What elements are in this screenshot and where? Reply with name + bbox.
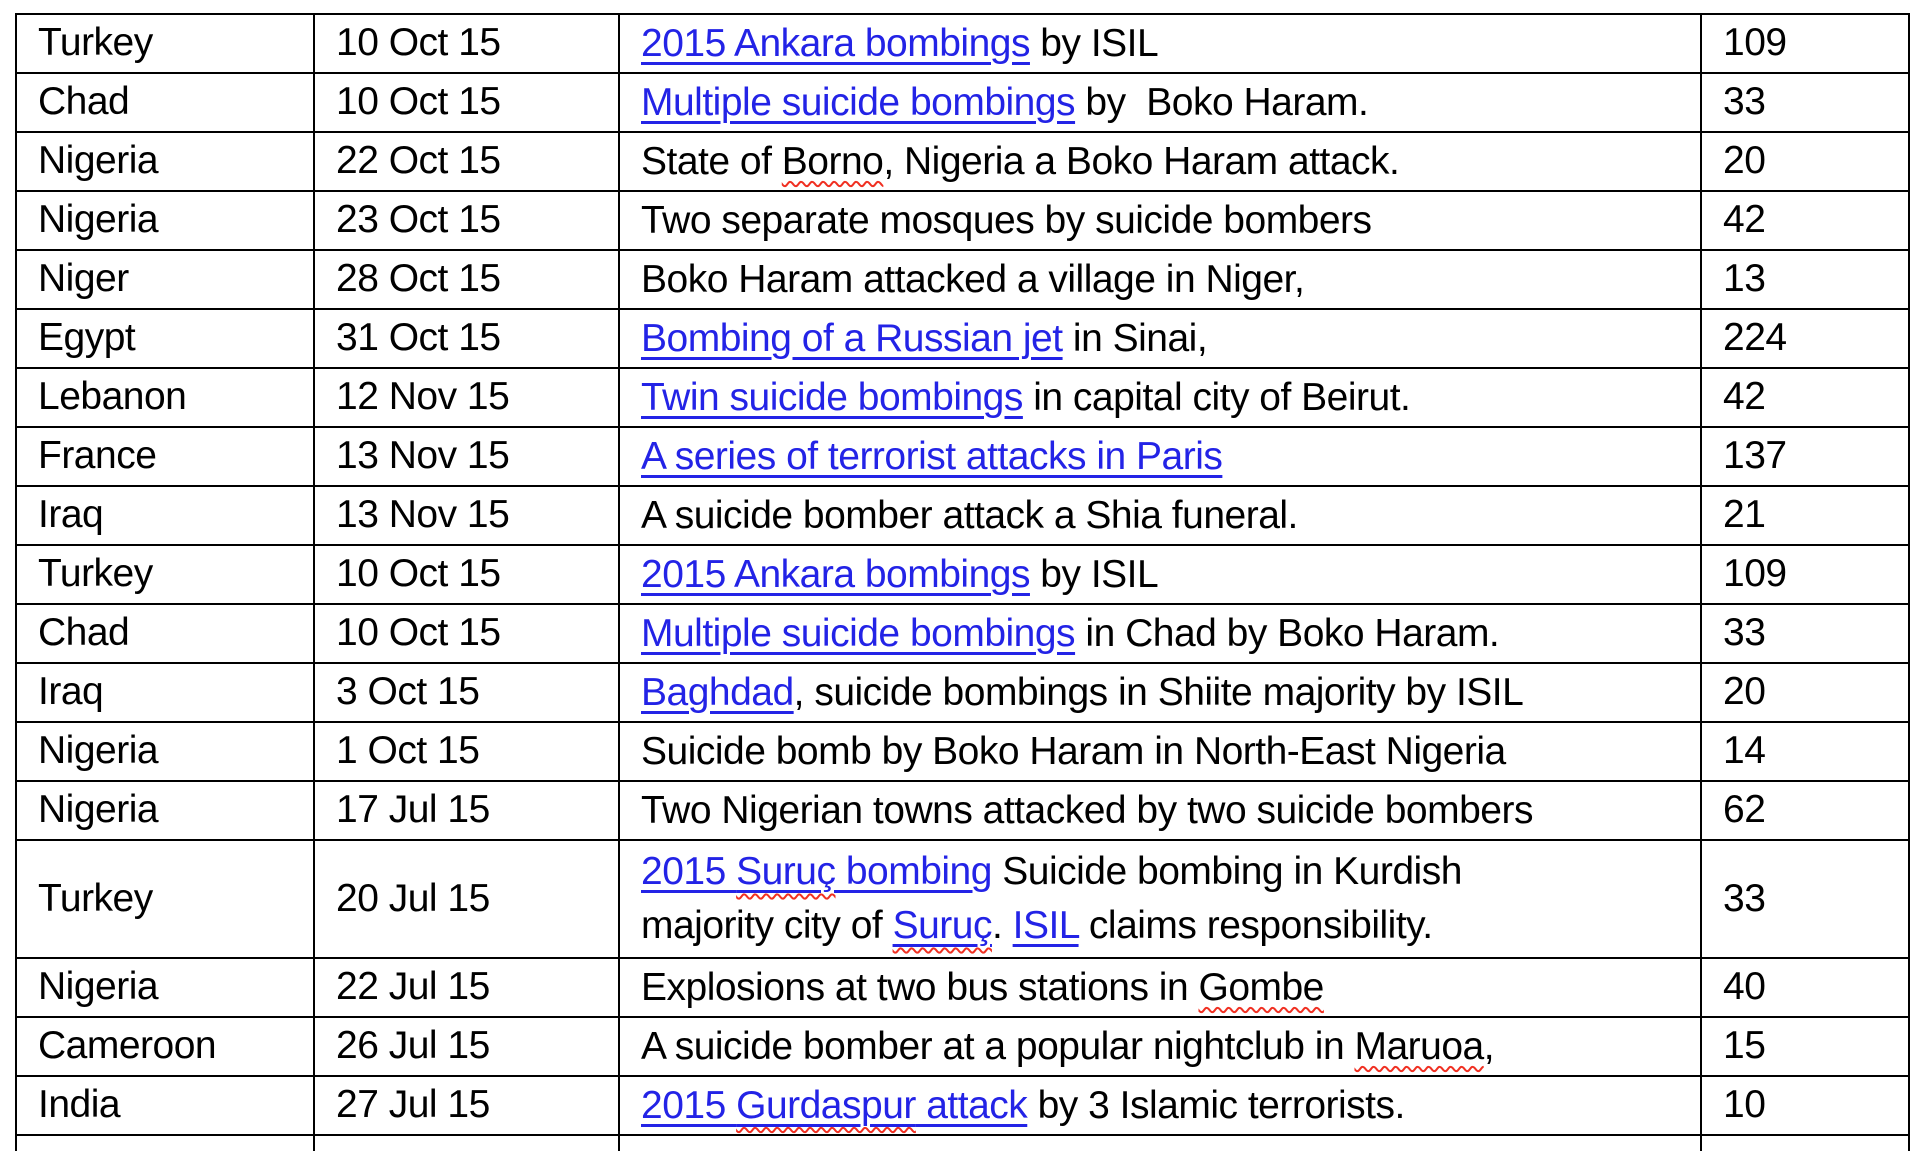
description-link[interactable]: 2015 Ankara bombings — [641, 552, 1030, 596]
deaths-cell: 10 — [1701, 1076, 1909, 1135]
country-cell: Nigeria — [16, 722, 314, 781]
deaths-cell: 40 — [1701, 958, 1909, 1017]
description-content — [641, 612, 1499, 655]
description-cell — [619, 604, 1701, 663]
description-text: Suicide bombing in Kurdish — [991, 850, 1462, 894]
deaths-cell: 62 — [1701, 781, 1909, 840]
country-cell: Chad — [16, 604, 314, 663]
description-link[interactable]: ISIL — [1012, 904, 1079, 947]
country-cell: Niger — [16, 250, 314, 309]
description-content — [641, 553, 1158, 596]
description-text: Two separate mosques by suicide bombers — [641, 198, 1372, 242]
description-text: by 3 Islamic terrorists. — [1027, 1083, 1405, 1127]
description-cell — [619, 545, 1701, 604]
description-link[interactable] — [736, 850, 835, 893]
table-row — [16, 663, 1909, 722]
date-cell: 1 Oct 15 — [314, 722, 619, 781]
table-row — [16, 722, 1909, 781]
description-cell — [619, 14, 1701, 73]
description-text: A suicide bomber attack a Shia funeral. — [641, 493, 1298, 537]
description-link[interactable]: Bombing of a Russian jet — [641, 316, 1063, 360]
date-cell: 31 Oct 15 — [314, 309, 619, 368]
date-cell: 28 Oct 15 — [314, 250, 619, 309]
misspelled-word: Suruç — [736, 850, 836, 894]
deaths-cell: 33 — [1701, 73, 1909, 132]
date-cell: 22 Oct 15 — [314, 132, 619, 191]
country-cell: Turkey — [16, 14, 314, 73]
description-content — [641, 81, 1368, 124]
description-text: in capital city of Beirut. — [1022, 375, 1411, 419]
description-link[interactable]: 2015 — [641, 850, 737, 894]
country-cell: Nigeria — [16, 132, 314, 191]
date-cell: 3 Oct 15 — [314, 663, 619, 722]
description-text: in Chad by Boko Haram. — [1075, 611, 1500, 655]
date-cell: 12 Nov 15 — [314, 368, 619, 427]
description-content — [641, 258, 1304, 301]
table-row — [16, 545, 1909, 604]
attacks-table — [15, 13, 1910, 1151]
date-cell: 22 Jul 15 — [314, 958, 619, 1017]
description-link[interactable]: Multiple suicide bombings — [641, 80, 1076, 124]
description-content — [641, 494, 1298, 537]
description-content — [641, 789, 1533, 832]
table-row — [16, 191, 1909, 250]
country-cell: Turkey — [16, 545, 314, 604]
description-cell — [619, 1017, 1701, 1076]
date-cell: 10 Oct 15 — [314, 14, 619, 73]
description-text: Boko Haram attacked a village in Niger, — [641, 257, 1305, 301]
description-link[interactable]: bombing — [835, 850, 992, 894]
description-link[interactable]: Baghdad — [641, 670, 794, 714]
description-content — [641, 966, 1324, 1009]
description-cell — [619, 840, 1701, 958]
date-cell: 27 Jul 15 — [314, 1076, 619, 1135]
description-cell — [619, 958, 1701, 1017]
date-cell: 13 Nov 15 — [314, 427, 619, 486]
misspelled-word: Borno — [781, 139, 884, 183]
deaths-cell: 109 — [1701, 14, 1909, 73]
country-cell: Cameroon — [16, 1017, 314, 1076]
description-content — [641, 730, 1506, 773]
deaths-cell: 137 — [1701, 427, 1909, 486]
deaths-cell: 15 — [1701, 1017, 1909, 1076]
table-row — [16, 309, 1909, 368]
description-cell — [619, 486, 1701, 545]
date-cell: 26 Jul 15 — [314, 1017, 619, 1076]
country-cell: India — [16, 1076, 314, 1135]
country-cell: Nigeria — [16, 958, 314, 1017]
table-row — [16, 840, 1909, 958]
description-text: A suicide bomber at a popular nightclub in — [641, 1024, 1355, 1068]
date-cell — [314, 1135, 619, 1151]
description-cell — [619, 1135, 1701, 1151]
country-cell — [16, 1135, 314, 1151]
attacks-table-body — [16, 14, 1909, 1151]
deaths-cell: 20 — [1701, 132, 1909, 191]
description-content — [641, 199, 1372, 242]
misspelled-word: Gombe — [1198, 965, 1324, 1009]
description-link[interactable] — [736, 1084, 916, 1127]
deaths-cell: 14 — [1701, 722, 1909, 781]
description-text: in Sinai, — [1062, 316, 1208, 360]
description-cell — [619, 1076, 1701, 1135]
deaths-cell: 42 — [1701, 368, 1909, 427]
date-cell: 23 Oct 15 — [314, 191, 619, 250]
description-content — [641, 435, 1222, 478]
description-text: by Boko Haram. — [1075, 80, 1369, 124]
country-cell: Nigeria — [16, 191, 314, 250]
table-row — [16, 486, 1909, 545]
description-content — [641, 317, 1207, 360]
deaths-cell — [1701, 1135, 1909, 1151]
deaths-cell: 21 — [1701, 486, 1909, 545]
misspelled-word: Maruoa — [1354, 1024, 1484, 1068]
description-link[interactable]: attack — [915, 1083, 1028, 1127]
description-cell — [619, 309, 1701, 368]
description-link[interactable]: Multiple suicide bombings — [641, 611, 1076, 655]
description-link[interactable]: A series of terrorist attacks in Paris — [641, 434, 1223, 478]
description-text: Suicide bomb by Boko Haram in North-East Nigeria — [641, 729, 1506, 773]
misspelled-word: Gurdaspur — [736, 1083, 916, 1127]
description-text: . — [991, 904, 1013, 947]
description-cell — [619, 250, 1701, 309]
country-cell: Egypt — [16, 309, 314, 368]
description-content — [641, 140, 1399, 183]
description-link[interactable]: 2015 — [641, 1083, 737, 1127]
description-text: by ISIL — [1029, 21, 1159, 65]
description-cell — [619, 722, 1701, 781]
description-text: , Nigeria a Boko Haram attack. — [883, 139, 1400, 183]
deaths-cell: 33 — [1701, 604, 1909, 663]
table-row — [16, 132, 1909, 191]
description-text: by ISIL — [1029, 552, 1159, 596]
table-row — [16, 368, 1909, 427]
table-row-partial — [16, 1135, 1909, 1151]
description-cell — [619, 73, 1701, 132]
table-row — [16, 1017, 1909, 1076]
description-text: majority city of — [641, 904, 893, 947]
date-cell: 10 Oct 15 — [314, 604, 619, 663]
country-cell: France — [16, 427, 314, 486]
table-row — [16, 958, 1909, 1017]
date-cell: 20 Jul 15 — [314, 840, 619, 958]
table-row — [16, 781, 1909, 840]
description-content — [641, 671, 1523, 714]
country-cell: Chad — [16, 73, 314, 132]
description-link[interactable] — [893, 904, 992, 947]
country-cell: Iraq — [16, 663, 314, 722]
misspelled-word: Suruç — [892, 904, 992, 947]
deaths-cell: 33 — [1701, 840, 1909, 958]
description-text: claims responsibility. — [1078, 904, 1433, 947]
description-link[interactable]: 2015 Ankara bombings — [641, 21, 1030, 65]
deaths-cell: 20 — [1701, 663, 1909, 722]
description-text: Two Nigerian towns attacked by two suicide bombers — [641, 788, 1533, 832]
date-cell: 13 Nov 15 — [314, 486, 619, 545]
description-content — [641, 850, 1462, 947]
deaths-cell: 13 — [1701, 250, 1909, 309]
table-row — [16, 73, 1909, 132]
description-text: , — [1483, 1024, 1495, 1068]
country-cell: Turkey — [16, 840, 314, 958]
date-cell: 10 Oct 15 — [314, 545, 619, 604]
description-content — [641, 1025, 1494, 1068]
description-text: State of — [641, 139, 782, 183]
deaths-cell: 109 — [1701, 545, 1909, 604]
description-cell — [619, 427, 1701, 486]
table-row — [16, 1076, 1909, 1135]
description-content — [641, 1084, 1405, 1127]
description-text: Explosions at two bus stations in — [641, 965, 1199, 1009]
country-cell: Lebanon — [16, 368, 314, 427]
description-text: , suicide bombings in Shiite majority by ISIL — [793, 670, 1524, 714]
description-cell — [619, 132, 1701, 191]
country-cell: Nigeria — [16, 781, 314, 840]
country-cell: Iraq — [16, 486, 314, 545]
description-cell — [619, 663, 1701, 722]
description-cell — [619, 368, 1701, 427]
description-cell — [619, 781, 1701, 840]
description-link[interactable]: Twin suicide bombings — [641, 375, 1023, 419]
table-row — [16, 14, 1909, 73]
table-row — [16, 250, 1909, 309]
description-content — [641, 376, 1410, 419]
deaths-cell: 224 — [1701, 309, 1909, 368]
date-cell: 10 Oct 15 — [314, 73, 619, 132]
table-row — [16, 427, 1909, 486]
date-cell: 17 Jul 15 — [314, 781, 619, 840]
table-row — [16, 604, 1909, 663]
description-cell — [619, 191, 1701, 250]
deaths-cell: 42 — [1701, 191, 1909, 250]
description-content — [641, 22, 1158, 65]
